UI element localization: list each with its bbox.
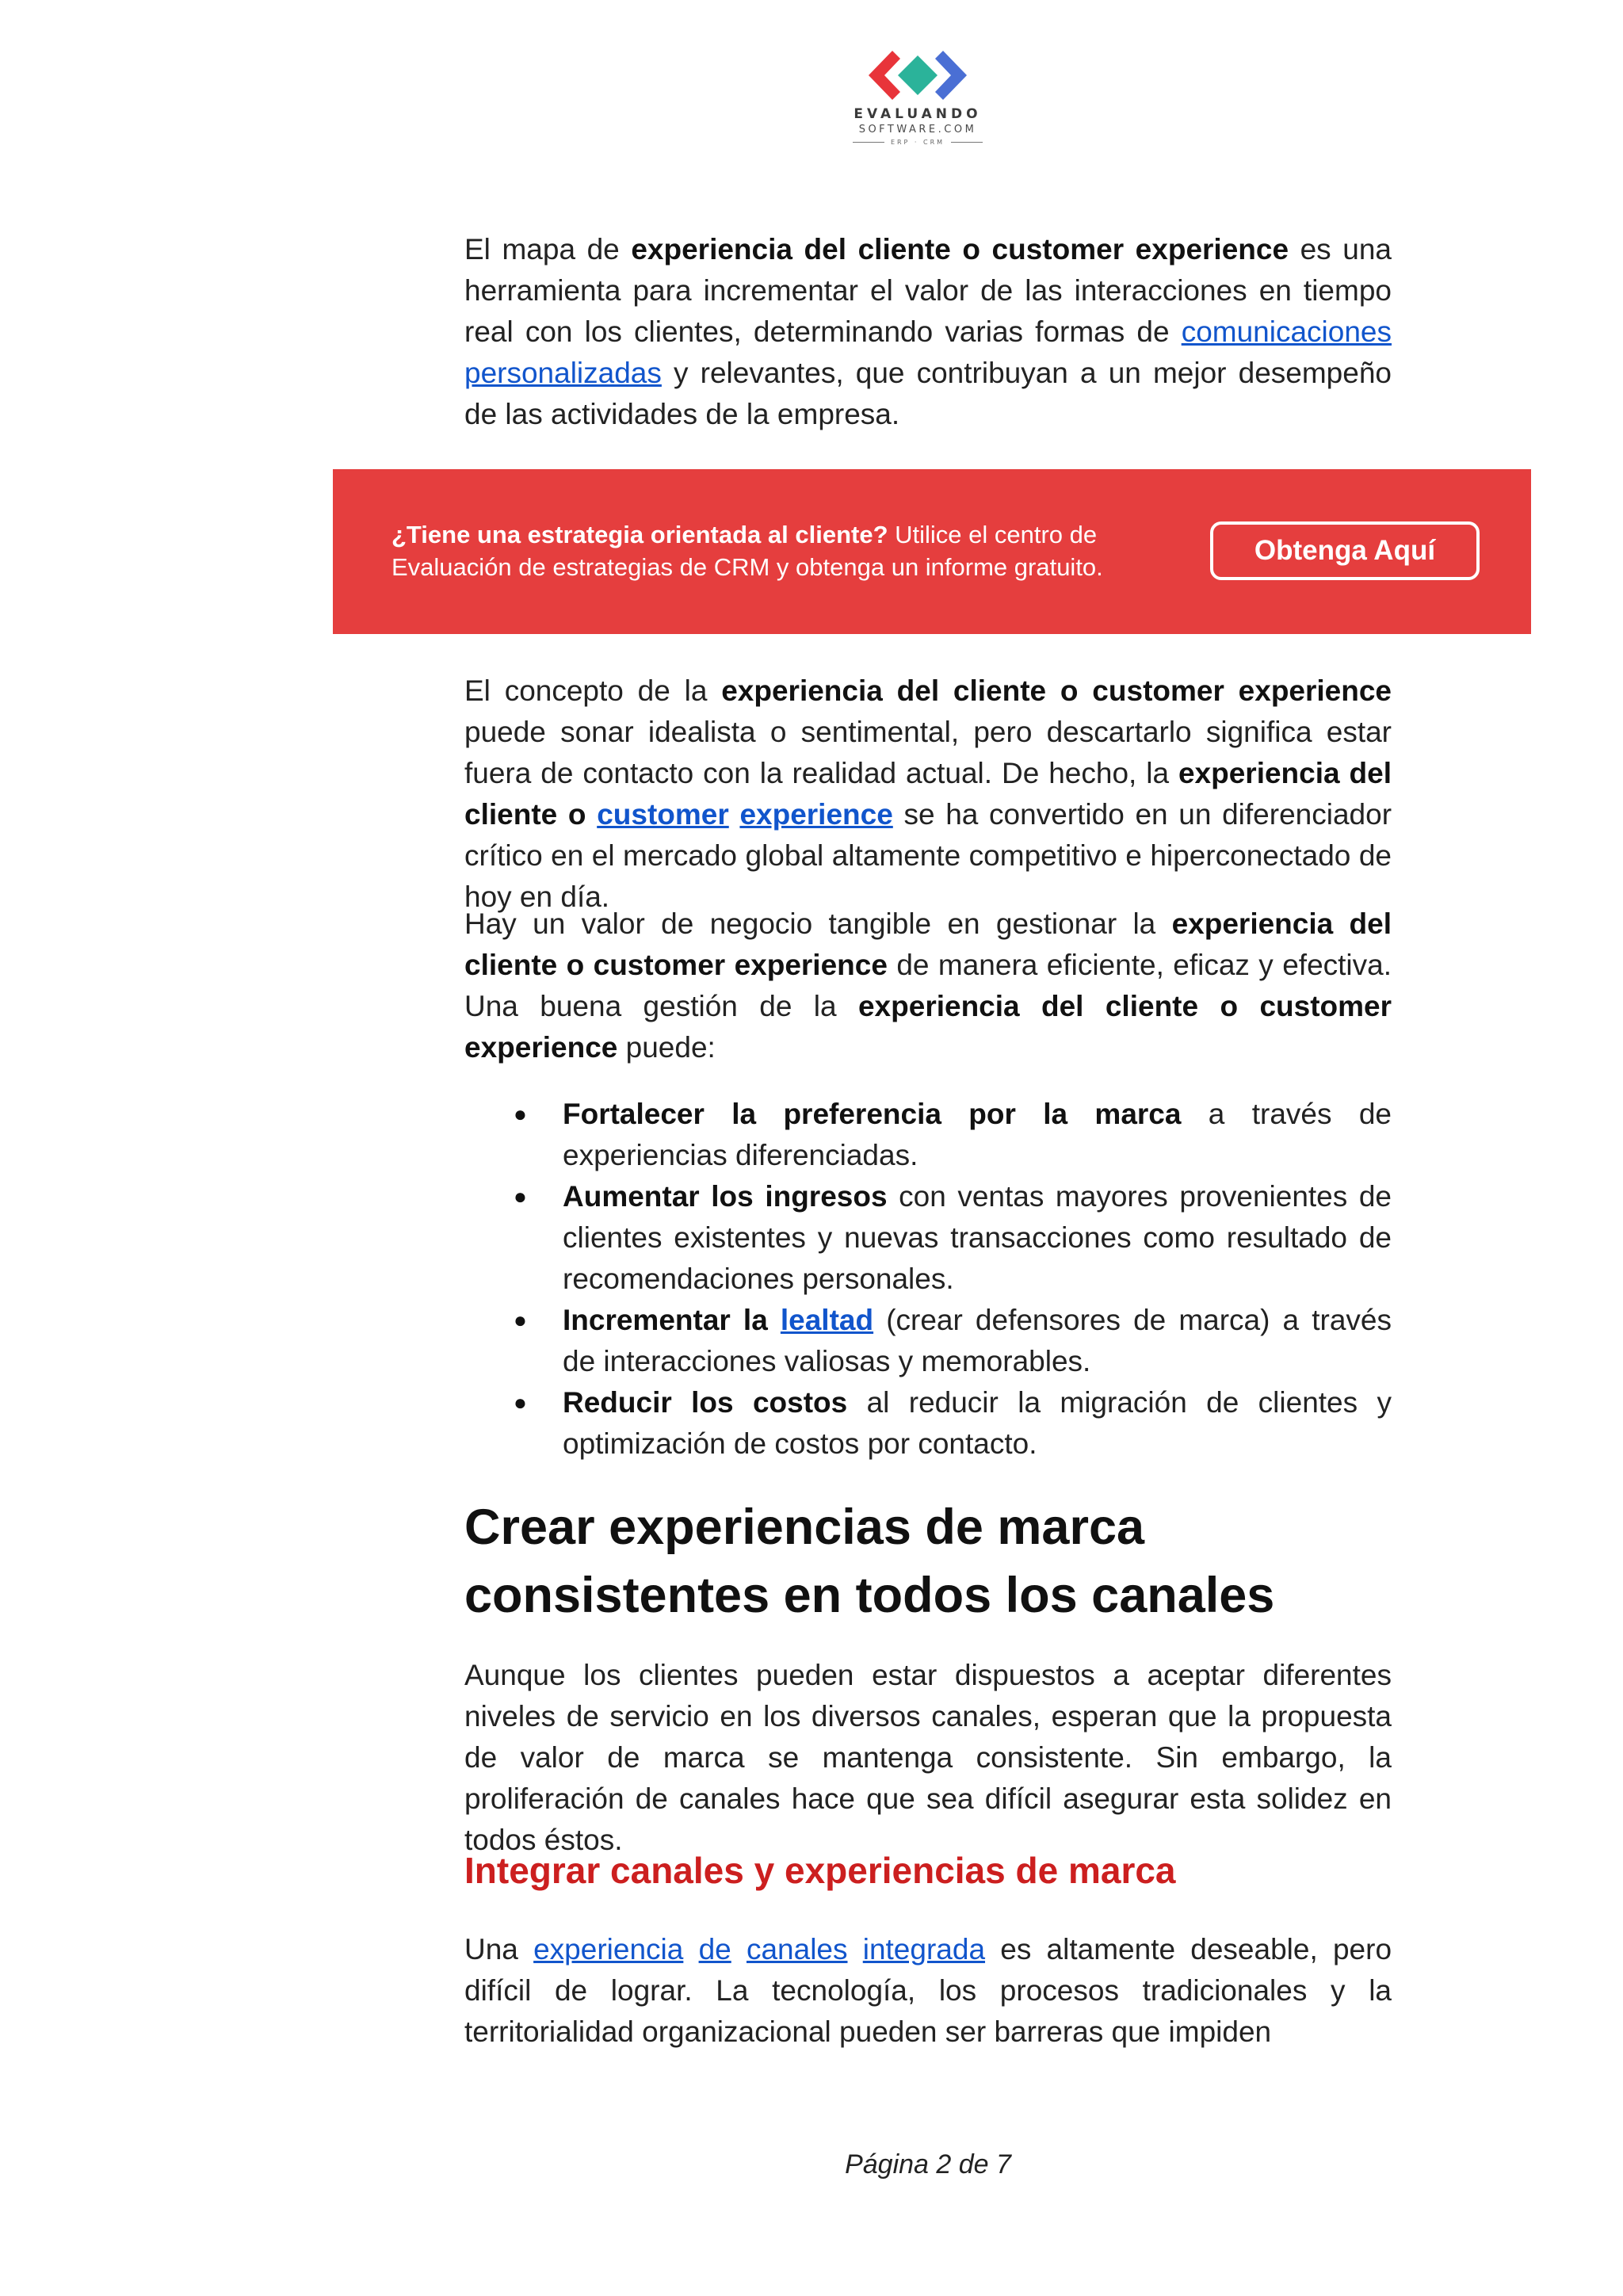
link-canales[interactable]: canales bbox=[746, 1933, 848, 1966]
link-lealtad[interactable]: lealtad bbox=[780, 1304, 874, 1336]
text-span: a través de experiencias diferenciadas. bbox=[563, 1098, 1392, 1171]
logo-wordmark: EVALUANDO bbox=[854, 106, 982, 122]
crm-promo-banner[interactable] bbox=[333, 469, 1531, 634]
logo-mark-icon bbox=[869, 49, 967, 101]
benefits-list bbox=[464, 1094, 1392, 1465]
text-span: al reducir la migración de clientes y optimización de costos por contacto. bbox=[563, 1386, 1392, 1460]
value-paragraph bbox=[464, 904, 1392, 1068]
bold-span: Incrementar la bbox=[563, 1304, 781, 1336]
bold-span: experiencia del cliente o customer experience bbox=[464, 990, 1392, 1064]
evaluando-software-logo bbox=[846, 49, 989, 176]
text-span: y relevantes, que contribuyan a un mejor desempeño de las actividades de la empresa. bbox=[464, 357, 1392, 430]
banner-message bbox=[391, 518, 1184, 583]
bullet-icon: ● bbox=[514, 1308, 527, 1332]
subsection-heading: Integrar canales y experiencias de marca bbox=[464, 1850, 1176, 1891]
logo-rule-right bbox=[951, 142, 983, 143]
logo-tagline bbox=[846, 139, 989, 146]
bold-span: experiencia del cliente o customer experience bbox=[631, 233, 1289, 266]
bold-span: Fortalecer la preferencia por la marca bbox=[563, 1098, 1182, 1130]
banner-question: ¿Tiene una estrategia orientada al cliente? bbox=[391, 521, 888, 548]
banner-text: Utilice el centro de Evaluación de estrategias de CRM y obtenga un informe gratuito. bbox=[391, 521, 1103, 581]
integration-paragraph bbox=[464, 1929, 1392, 2053]
bold-span: Aumentar los ingresos bbox=[563, 1180, 888, 1213]
text-span: puede: bbox=[617, 1031, 716, 1064]
text-span: de manera eficiente, eficaz y efectiva. Una buena gestión de la bbox=[464, 949, 1392, 1022]
intro-paragraph-block bbox=[464, 229, 1392, 435]
channels-paragraph-block bbox=[464, 1655, 1392, 1861]
concept-paragraph bbox=[464, 670, 1392, 918]
text-span: (crear defensores de marca) a través de interacciones valiosas y memorables. bbox=[563, 1304, 1392, 1377]
link-comunicaciones-personalizadas[interactable]: comunicaciones personalizadas bbox=[464, 315, 1392, 389]
logo-domain: SOFTWARE.COM bbox=[858, 124, 977, 136]
list-item bbox=[464, 1176, 1392, 1300]
text-span: El concepto de la bbox=[464, 674, 722, 707]
bold-span: Reducir los costos bbox=[563, 1386, 848, 1419]
logo-tag-text: ERP · CRM bbox=[890, 139, 945, 146]
text-span: es una herramienta para incrementar el valor de las interacciones en tiempo real con los clientes, determinando varias formas de bbox=[464, 233, 1392, 348]
link-integrada[interactable]: integrada bbox=[862, 1933, 986, 1966]
bold-span: experiencia del cliente o customer experience bbox=[721, 674, 1392, 707]
page-number: Página 2 de 7 bbox=[845, 2149, 1011, 2179]
text-span: puede sonar idealista o sentimental, pero descartarlo significa estar fuera de contacto con la realidad actual. De hecho, la bbox=[464, 716, 1392, 789]
bullet-icon: ● bbox=[514, 1184, 527, 1209]
logo-rule-left bbox=[853, 142, 884, 143]
integration-paragraph-block bbox=[464, 1929, 1392, 2053]
value-paragraph-block bbox=[464, 904, 1392, 1068]
concept-paragraph-block bbox=[464, 670, 1392, 918]
text-span: se ha convertido en un diferenciador crítico en el mercado global altamente competitivo e hiperconectado de hoy en día. bbox=[464, 798, 1392, 913]
intro-paragraph bbox=[464, 229, 1392, 435]
text-span: Hay un valor de negocio tangible en gestionar la bbox=[464, 907, 1172, 940]
text-span: es altamente deseable, pero difícil de lograr. La tecnología, los procesos tradicionales y la territorialidad organizacional pueden ser barreras que impiden bbox=[464, 1933, 1392, 2048]
section-heading: Crear experiencias de marca consistentes en todos los canales bbox=[464, 1499, 1275, 1623]
link-de[interactable]: de bbox=[698, 1933, 731, 1966]
channels-paragraph: Aunque los clientes pueden estar dispuestos a aceptar diferentes niveles de servicio en los diversos canales, esperan que la propuesta de valor de marca se mantenga consistente. Sin embargo, la proliferación de canales hace que sea difícil asegurar esta solidez en todos éstos. bbox=[464, 1659, 1392, 1856]
bullet-icon: ● bbox=[514, 1390, 527, 1415]
obtenga-aqui-button[interactable]: Obtenga Aquí bbox=[1210, 521, 1480, 580]
list-item bbox=[464, 1300, 1392, 1382]
text-span: con ventas mayores provenientes de clientes existentes y nuevas transacciones como resultado de recomendaciones personales. bbox=[563, 1180, 1392, 1295]
text-span: Una bbox=[464, 1933, 534, 1966]
link-experiencia[interactable]: experiencia bbox=[533, 1933, 684, 1966]
link-customer[interactable]: customer bbox=[597, 798, 729, 831]
list-item bbox=[464, 1382, 1392, 1465]
bold-span: experiencia del cliente o customer experience bbox=[464, 907, 1392, 981]
link-experience[interactable]: experience bbox=[739, 798, 893, 831]
list-item bbox=[464, 1094, 1392, 1176]
bullet-icon: ● bbox=[514, 1102, 527, 1126]
text-span: El mapa de bbox=[464, 233, 632, 266]
bold-span: experiencia del cliente o bbox=[464, 757, 1392, 831]
